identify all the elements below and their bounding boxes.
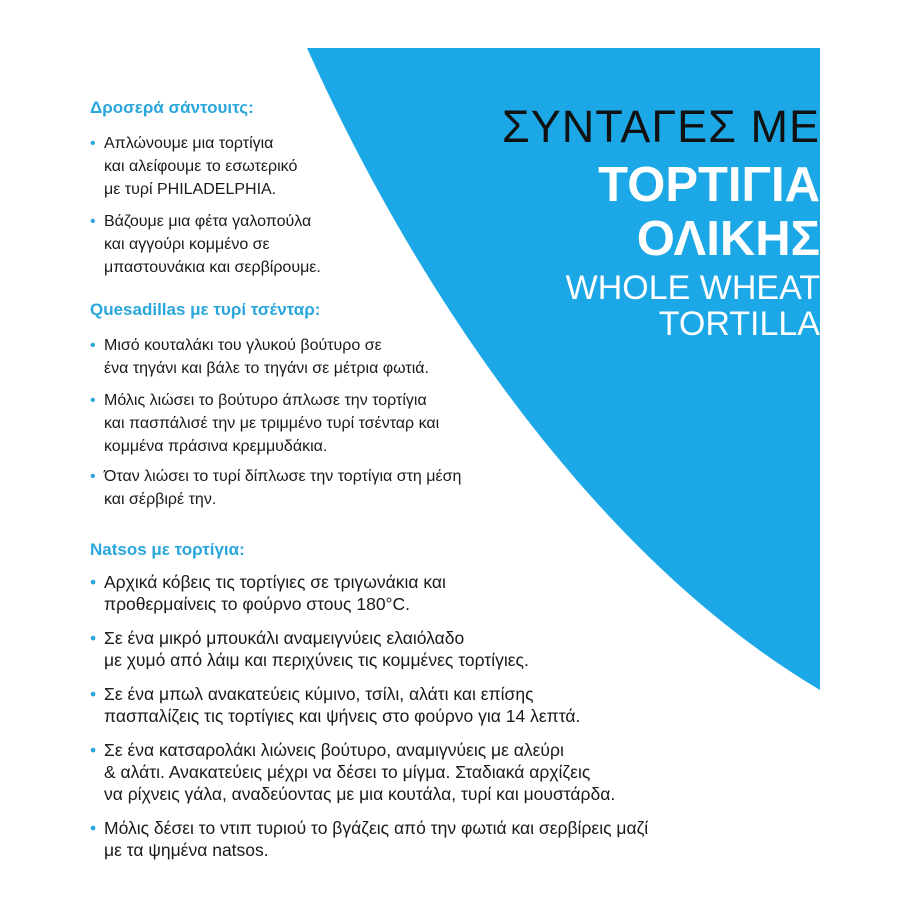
item-line: πασπαλίζεις τις τορτίγιες και ψήνεις στο φούρνο για 14 λεπτά. <box>104 706 581 726</box>
title-whole: ΟΛΙΚΗΣ <box>636 212 820 266</box>
bullet-icon: • <box>90 818 97 838</box>
item-line: Σε ένα κατσαρολάκι λιώνεις βούτυρο, αναμιγνύεις με αλεύρι <box>104 740 564 760</box>
bullet-icon: • <box>90 135 96 152</box>
item-line: Όταν λιώσει το τυρί δίπλωσε την τορτίγια στη μέση <box>104 468 462 485</box>
bullet-icon: • <box>90 684 97 704</box>
title-tortilla-en: TORTILLA <box>658 305 820 343</box>
item-line: Μισό κουταλάκι του γλυκού βούτυρο σε <box>104 337 382 354</box>
title-block <box>502 100 820 342</box>
bullet-icon: • <box>90 628 97 648</box>
bullet-icon: • <box>90 213 96 230</box>
list-item <box>90 210 321 279</box>
item-line: μπαστουνάκια και σερβίρουμε. <box>104 259 321 276</box>
item-line: και πασπάλισέ την με τριμμένο τυρί τσένταρ και <box>104 415 440 432</box>
list-item <box>90 683 581 727</box>
title-recipes-with: ΣΥΝΤΑΓΕΣ ΜΕ <box>501 101 820 152</box>
section-heading: Natsos με τορτίγια: <box>90 540 245 559</box>
item-line: και σέρβιρέ την. <box>104 491 217 508</box>
item-line: και αλείφουμε το εσωτερικό <box>104 158 298 175</box>
bullet-icon: • <box>90 468 96 485</box>
section-heading: Δροσερά σάντουιτς: <box>90 98 254 117</box>
item-line: με τυρί PHILADELPHIA. <box>104 181 277 198</box>
list-item <box>90 571 446 615</box>
title-tortilla: ΤΟΡΤΙΓΙΑ <box>598 158 820 212</box>
list-item <box>90 334 429 380</box>
list-item <box>90 132 298 201</box>
item-line: Αρχικά κόβεις τις τορτίγιες σε τριγωνάκια και <box>104 572 446 592</box>
list-item <box>90 739 616 805</box>
item-line: Βάζουμε μια φέτα γαλοπούλα <box>104 213 312 230</box>
list-item <box>90 817 649 861</box>
item-line: με τα ψημένα natsos. <box>104 840 269 860</box>
bullet-icon: • <box>90 337 96 354</box>
item-line: ένα τηγάνι και βάλε το τηγάνι σε μέτρια φωτιά. <box>104 360 429 377</box>
bullet-icon: • <box>90 572 97 592</box>
bullet-icon: • <box>90 392 96 409</box>
item-line: Απλώνουμε μια τορτίγια <box>104 135 274 152</box>
list-item <box>90 389 440 458</box>
item-line: Μόλις δέσει το ντιπ τυριού το βγάζεις από την φωτιά και σερβίρεις μαζί <box>104 818 649 838</box>
list-item <box>90 627 529 671</box>
item-line: Σε ένα μπωλ ανακατεύεις κύμινο, τσίλι, αλάτι και επίσης <box>104 684 534 704</box>
item-line: Μόλις λιώσει το βούτυρο άπλωσε την τορτίγια <box>104 392 427 409</box>
title-whole-wheat: WHOLE WHEAT <box>565 269 820 307</box>
bullet-icon: • <box>90 740 97 760</box>
item-line: προθερμαίνεις το φούρνο στους 180°C. <box>104 594 411 614</box>
item-line: & αλάτι. Ανακατεύεις μέχρι να δέσει το μίγμα. Σταδιακά αρχίζεις <box>104 762 591 782</box>
item-line: κομμένα πράσινα κρεμμυδάκια. <box>104 438 328 455</box>
section-heading: Quesadillas με τυρί τσένταρ: <box>90 300 321 319</box>
list-item <box>90 465 462 511</box>
item-line: Σε ένα μικρό μπουκάλι αναμειγνύεις ελαιόλαδο <box>104 628 465 648</box>
item-line: με χυμό από λάιμ και περιχύνεις τις κομμένες τορτίγιες. <box>104 650 529 670</box>
item-line: να ρίχνεις γάλα, αναδεύοντας με μια κουτάλα, τυρί και μουστάρδα. <box>104 784 616 804</box>
item-line: και αγγούρι κομμένο σε <box>104 236 270 253</box>
